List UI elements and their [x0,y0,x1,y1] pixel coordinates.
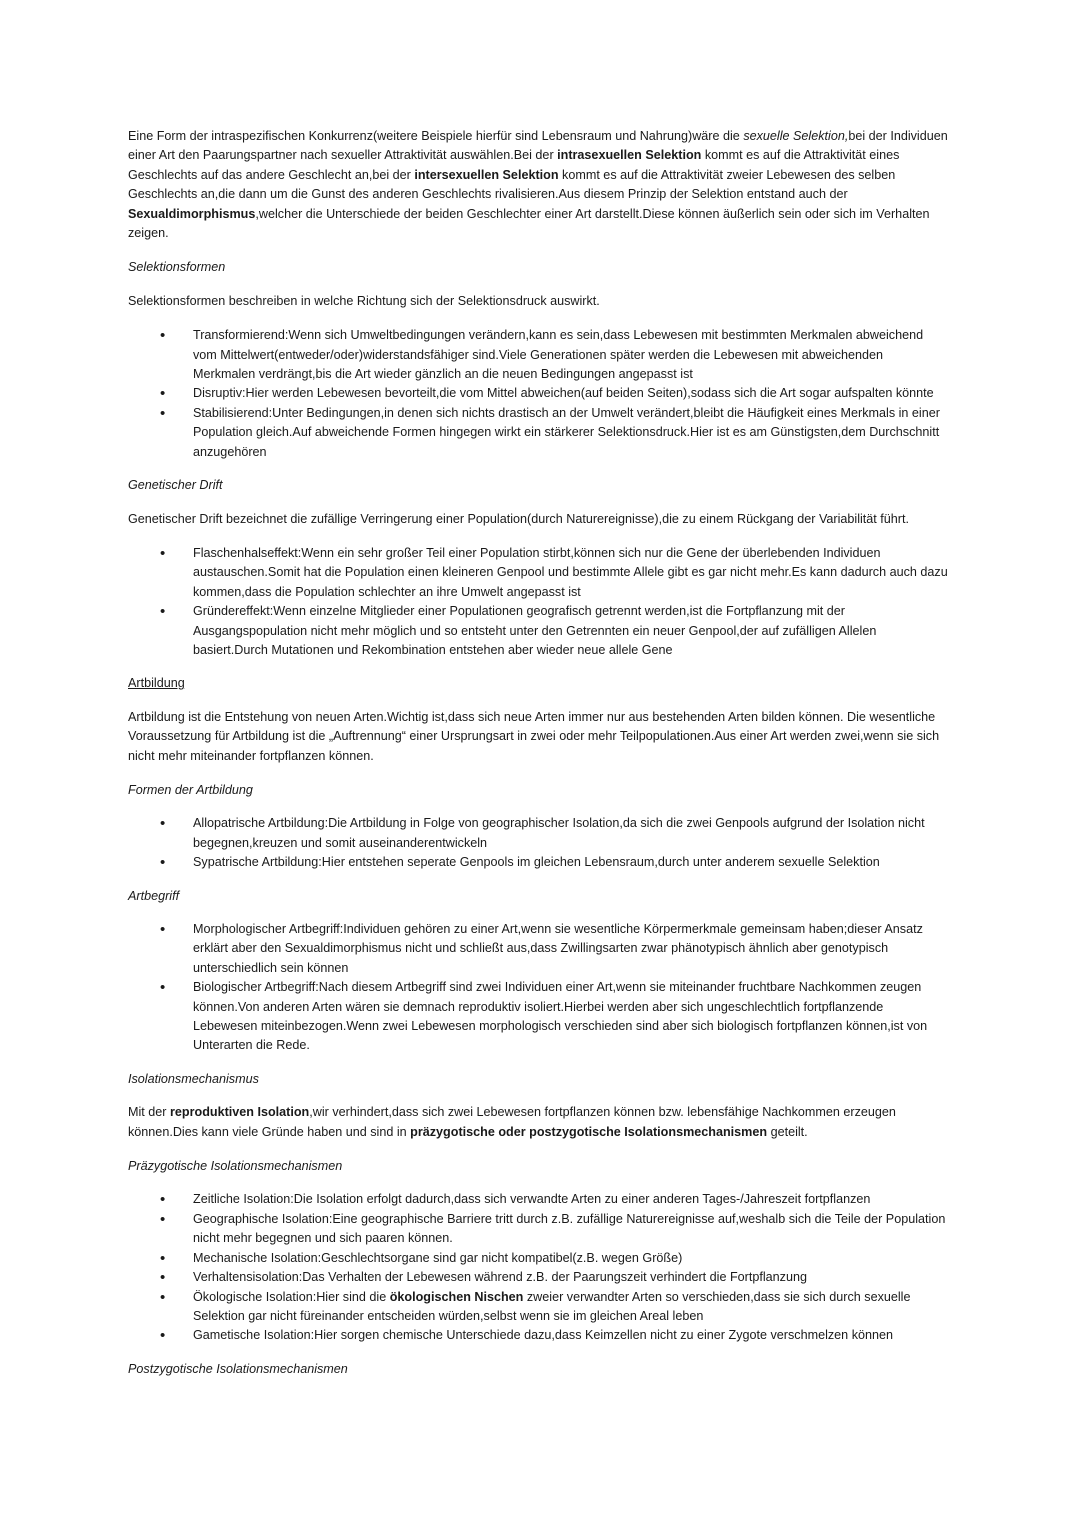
praezygotisch-list [128,1190,948,1345]
selektionsformen-text: Selektionsformen beschreiben in welche Richtung sich der Selektionsdruck auswirkt. [128,293,600,308]
intro-text: ,welcher die Unterschiede der beiden Geschlechter einer Art darstellt.Diese können äußerlich sein oder sich im Verhalten zeigen. [128,206,930,241]
list-item [128,1288,948,1327]
intro-bold-term: intersexuellen Selektion [414,167,559,182]
intro-bold-term: Sexualdimorphismus [128,206,256,221]
list-item-bold-term: ökologischen Nischen [389,1289,524,1304]
section-heading-selektionsformen: Selektionsformen [128,260,226,275]
drift-text: Genetischer Drift bezeichnet die zufällige Verringerung einer Population(durch Naturereignisse),die zu einem Rückgang der Variabilität führt. [128,511,910,526]
intro-text: bei der Individuen einer Art den Paarungspartner nach sexueller Attraktivität auswählen.Bei der [128,129,948,163]
list-item: • Transformierend:Wenn sich Umweltbedingungen verändern,kann es sein,dass Lebewesen mit bestimmten Merkmalen abweichend vom Mittelwert(entweder/oder)widerstandsfähiger sind.Viele Generationen später werden die Lebewesen mit abweichenden Merkmalen verdrängt,bis die Art wieder gänzlich an die neuen Bedingungen angepasst ist [128,326,948,384]
list-item: • Biologischer Artbegriff:Nach diesem Artbegriff sind zwei Individuen einer Art,wenn sie miteinander fruchtbare Nachkommen zeugen können.Von anderen Arten wären sie demnach reproduktiv isoliert.Hierbei werden aber sich ungeschlechtlich fortpflanzende Lebewesen miteinbezogen.Wenn zwei Lebewesen morphologisch verschieden sind aber sich biologisch fortpflanzen können,ist von Unterarten die Rede. [128,978,948,1056]
isolation-text: geteilt. [767,1124,808,1139]
artbegriff-list [128,920,948,1056]
isolation-text: Mit der [128,1105,170,1120]
document-body [128,127,948,1393]
list-item: • Flaschenhalseffekt:Wenn ein sehr großer Teil einer Population stirbt,können sich nur die Gene der überlebenden Individuen austauschen.Somit hat die Population einen kleineren Genpool und bestimmte Allele gibt es gar nicht mehr.Es kann dadurch auch dazu kommen,dass die Population schlechter an ihre Umwelt angepasst ist [128,544,948,602]
list-item-text: zweier verwandter Arten so verschieden,dass sie sich durch sexuelle Selektion gar nicht füreinander entscheiden würden,selbst wenn sie im gleichen Areal leben [193,1289,911,1323]
selektionsformen-list [128,326,948,462]
list-item-text: Ökologische Isolation:Hier sind die [193,1289,390,1304]
intro-text: kommt es auf die Attraktivität zweier Lebewesen des selben Geschlechts an,die dann um die Gunst des anderen Geschlechts rivalisieren.Aus diesem Prinzip der Selektion entstand auch der [128,167,896,202]
list-item: • Verhaltensisolation:Das Verhalten der Lebewesen während z.B. der Paarungszeit verhindert die Fortpflanzung [128,1268,948,1287]
section-heading-artbildung: Artbildung [128,676,185,691]
section-heading-formen: Formen der Artbildung [128,782,253,797]
section-heading-drift: Genetischer Drift [128,478,223,493]
isolation-paragraph [128,1103,948,1142]
intro-text: Eine Form der intraspezifischen Konkurrenz(weitere Beispiele hierfür sind Lebensraum und Nahrung)wäre die [128,129,744,143]
list-item: • Gametische Isolation:Hier sorgen chemische Unterschiede dazu,dass Keimzellen nicht zu einer Zygote verschmelzen können [128,1326,948,1345]
intro-bold-term: intrasexuellen Selektion [557,148,702,163]
list-item: • Mechanische Isolation:Geschlechtsorgane sind gar nicht kompatibel(z.B. wegen Größe) [128,1249,948,1268]
intro-emphasis: sexuelle Selektion, [743,129,849,143]
section-heading-praezygotisch: Präzygotische Isolationsmechanismen [128,1159,343,1174]
intro-paragraph [128,127,948,243]
list-item: • Stabilisierend:Unter Bedingungen,in denen sich nichts drastisch an der Umwelt verändert,bleibt die Häufigkeit eines Merkmals in einer Population gleich.Auf abweichende Formen hingegen wirkt ein stärkerer Selektionsdruck.Hier ist es am Günstigsten,dem Durchschnitt anzugehören [128,404,948,462]
list-item: • Disruptiv:Hier werden Lebewesen bevorteilt,die vom Mittel abweichen(auf beiden Seiten),sodass sich die Art sogar aufspalten könnte [128,384,948,403]
isolation-bold-term: präzygotische oder postzygotische Isolationsmechanismen [410,1124,768,1139]
formen-list [128,814,948,872]
list-item: • Sypatrische Artbildung:Hier entstehen seperate Genpools im gleichen Lebensraum,durch unter anderem sexuelle Selektion [128,853,948,872]
list-item: • Geographische Isolation:Eine geographische Barriere tritt durch z.B. zufällige Naturereignisse auf,weshalb sich die Teile der Population nicht mehr begegnen und sich paaren können. [128,1210,948,1249]
list-item: • Zeitliche Isolation:Die Isolation erfolgt dadurch,dass sich verwandte Arten zu einer anderen Tages-/Jahreszeit fortpflanzen [128,1190,948,1209]
drift-list [128,544,948,660]
list-item: • Allopatrische Artbildung:Die Artbildung in Folge von geographischer Isolation,da sich die zwei Genpools aufgrund der Isolation nicht begegnen,kreuzen und somit auseinanderentwickeln [128,814,948,853]
list-item: • Gründereffekt:Wenn einzelne Mitglieder einer Populationen geografisch getrennt werden,ist die Fortpflanzung mit der Ausgangspopulation nicht mehr möglich und so entsteht unter den Getrennten ein neuer Genpool,der auf zufälligen Allelen basiert.Durch Mutationen und Rekombination entstehen aber wieder neue allele Gene [128,602,948,660]
section-heading-artbegriff: Artbegriff [128,888,180,903]
intro-text: kommt es auf die Attraktivität eines Geschlechts auf das andere Geschlecht an,bei der [128,148,900,182]
isolation-text: ,wir verhindert,dass sich zwei Lebewesen fortpflanzen können bzw. lebensfähige Nachkommen erzeugen können.Dies kann viele Gründe haben und sind in [128,1105,896,1139]
isolation-bold-term: reproduktiven Isolation [170,1105,310,1120]
artbildung-text: Artbildung ist die Entstehung von neuen Arten.Wichtig ist,dass sich neue Arten immer nur aus bestehenden Arten bilden können. Die wesentliche Voraussetzung für Artbildung ist die „Auftrennung“ einer Ursprungsart in zwei oder mehr Teilpopulationen.Aus einer Art werden zwei,wenn sie sich nicht mehr miteinander fortpflanzen können. [128,709,940,763]
section-heading-postzygotisch: Postzygotische Isolationsmechanismen [128,1361,348,1376]
list-item: • Morphologischer Artbegriff:Individuen gehören zu einer Art,wenn sie wesentliche Körpermerkmale gemeinsam haben;dieser Ansatz erklärt aber den Sexualdimorphismus nicht und schließt aus,dass Zwillingsarten zwar phänotypisch ähnlich aber genotypisch unterschiedlich sein können [128,920,948,978]
section-heading-isolation: Isolationsmechanismus [128,1071,259,1086]
